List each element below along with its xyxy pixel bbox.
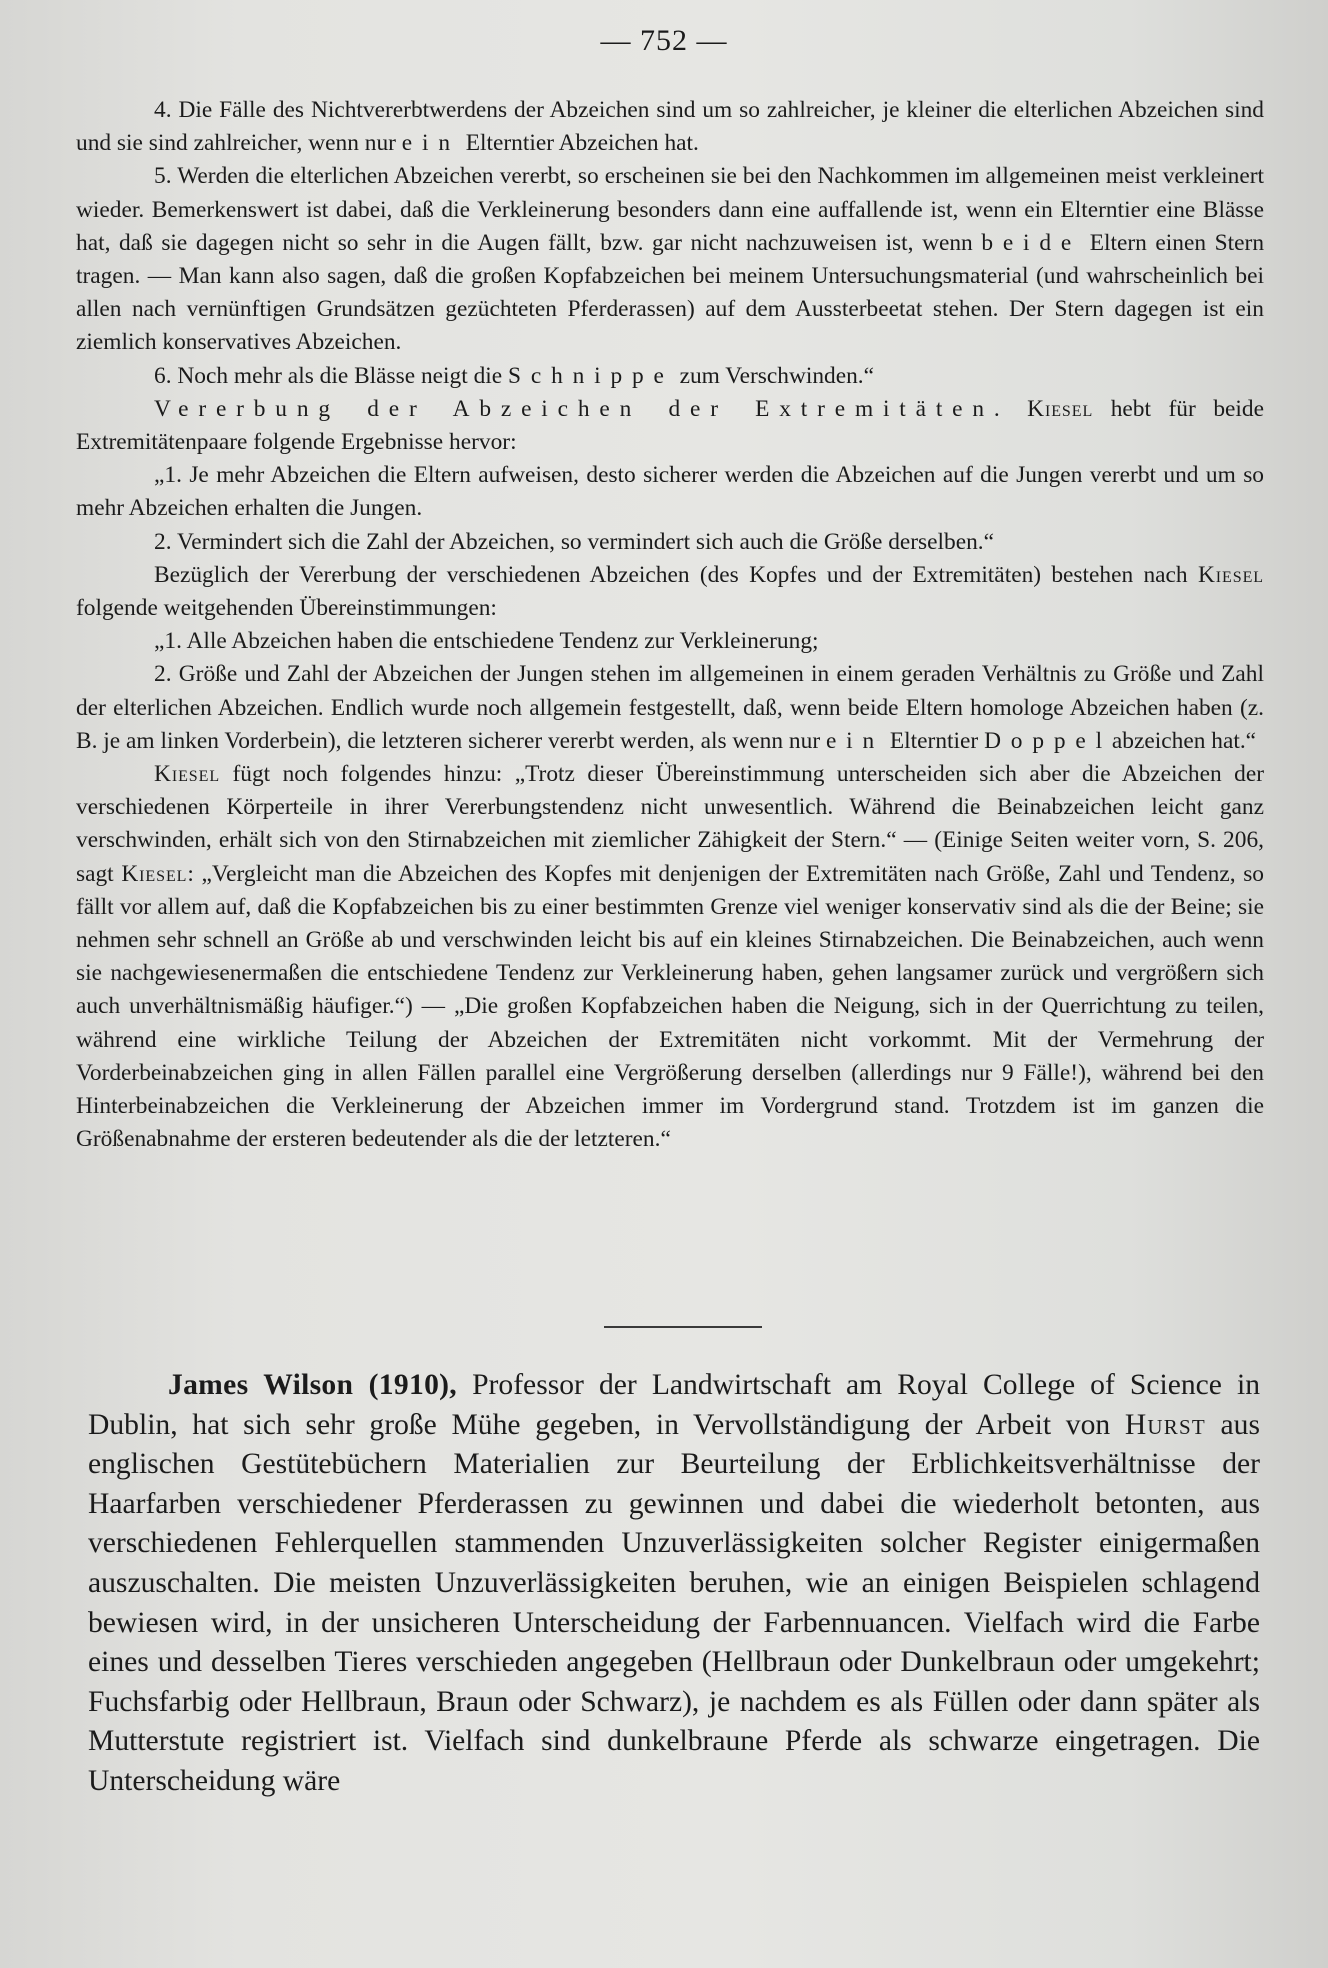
kiesel-quotation-section (76, 94, 1264, 1157)
author-name: Kiesel (1027, 395, 1094, 422)
item-5-end: Eltern einen Stern tragen. — Man kann also sagen, daß die großen Kopfabzeichen bei meinem Untersuchungsmaterial (und wahrscheinlich bei allen nach vernünftigen Grundsätzen gezüchteten Pferderassen) auf dem Aussterbeetat stehen. Der Stern dagegen ist ein ziemlich konservatives Abzeichen. (76, 229, 1265, 356)
agreement-paragraph (76, 559, 1264, 625)
item-6-end: zum Verschwinden.“ (679, 362, 875, 389)
addition-text: fügt noch folgendes hinzu: „Trotz dieser Übereinstimmung unterscheiden sich aber die Abzeichen der verschiedenen Körperteile in ihrer Vererbungstendenz nicht unwesentlich. Während die Beinabzeichen leicht ganz verschwinden, erhält sich von den Stirnabzeichen mit ziemlicher Zähigkeit der Stern.“ — (Einige Seiten weiter vorn, S. 206, sagt (76, 761, 1264, 887)
result-2: 2. Vermindert sich die Zahl der Abzeichen, so vermindert sich auch die Größe derselben.“ (154, 528, 995, 555)
addition-paragraph (76, 758, 1264, 1156)
item-4 (76, 94, 1264, 160)
wilson-text: Professor der Landwirtschaft am Royal College of Science in Dublin, hat sich sehr große Mühe gegeben, in Vervollständigung der Arbeit von (88, 1369, 1260, 1441)
item-5-text: 5. Werden die elterlichen Abzeichen vererbt, so erscheinen sie bei den Nachkommen im allgemeinen meist verkleinert wieder. Bemerkenswert ist dabei, daß die Verkleinerung besonders dann eine auffallende ist, wenn ein Elterntier eine Blässe hat, daß sie dagegen nicht so sehr in die Augen fällt, bzw. gar nicht nachzuweisen ist, wenn (76, 163, 1264, 256)
spaced-emphasis: ein (825, 727, 885, 754)
agreement-2 (76, 658, 1264, 758)
wilson-paragraph (88, 1366, 1260, 1802)
agreement-2-end: abzeichen hat.“ (1111, 727, 1257, 754)
addition-text-end: : „Vergleicht man die Abzeichen des Kopfes mit denjenigen der Extremitäten nach Größe, Zahl und Tendenz, so fällt vor allem auf, daß die Kopfabzeichen bis zu einer bestimmten Grenze viel weniger konservativ sind als die der Beine; sie nehmen sehr schnell an Größe ab und verschwinden leicht bis auf ein kleines Stirnabzeichen. Die Beinabzeichen, auch wenn sie nachgewiesenermaßen die entschiedene Tendenz zur Verkleinerung haben, gehen langsamer zurück und vergrößern sich auch unverhältnismäßig häufiger.“) — „Die großen Kopfabzeichen haben die Neigung, sich in der Querrichtung zu teilen, während eine wirkliche Teilung der Abzeichen der Extremitäten nicht vorkommt. Mit der Vermehrung der Vorderbeinabzeichen ging in allen Fällen parallel eine Vergrößerung derselben (allerdings nur 9 Fälle!), während bei den Hinterbeinabzeichen die Verkleinerung der Abzeichen immer im Vordergrund stand. Trotzdem ist im ganzen die Größenabnahme der ersteren bedeutender als die der letzteren.“ (76, 860, 1264, 1153)
extremities-intro: hebt für beide Extremitätenpaare folgende Ergebnisse hervor: (76, 395, 1264, 456)
item-6 (76, 360, 1264, 393)
author-name: Kiesel (121, 860, 188, 887)
spaced-emphasis: Doppel (984, 727, 1112, 754)
section-heading: Vererbung der Abzeichen der Extremitäten. (154, 395, 1010, 422)
spaced-emphasis: ein (401, 130, 460, 157)
item-4-text: 4. Die Fälle des Nichtvererbtwerdens der Abzeichen sind um so zahlreicher, je kleiner die elterlichen Abzeichen sind und sie sind zahlreicher, wenn nur (76, 97, 1264, 157)
spaced-emphasis: beide (981, 229, 1082, 256)
item-5 (76, 160, 1264, 359)
agreement-1: „1. Alle Abzeichen haben die entschiedene Tendenz zur Verkleinerung; (154, 628, 819, 655)
agreement-2-mid: Elterntier (889, 727, 979, 754)
spaced-emphasis: Schnippe (508, 362, 674, 389)
result-1: „1. Je mehr Abzeichen die Eltern aufweisen, desto sicherer werden die Abzeichen auf die Jungen vererbt und um so mehr Abzeichen erhalten die Jungen. (76, 462, 1264, 522)
agreement-2-text: 2. Größe und Zahl der Abzeichen der Jungen stehen im allgemeinen in einem geraden Verhältnis zu Größe und Zahl der elterlichen Abzeichen. Endlich wurde noch allgemein festgestellt, daß, wenn beide Eltern homologe Abzeichen haben (z. B. je am linken Vorderbein), die letzteren sicherer vererbt werden, als wenn nur (76, 661, 1264, 754)
item-6-text: 6. Noch mehr als die Blässe neigt die (154, 362, 503, 389)
extremities-paragraph (76, 393, 1264, 459)
author-name: Hurst (1124, 1408, 1206, 1441)
agreement-intro: Bezüglich der Vererbung der verschiedenen Abzeichen (des Kopfes und der Extremitäten) bestehen nach (154, 561, 1188, 588)
wilson-text-end: aus englischen Gestütebüchern Materialien zur Beurteilung der Erblichkeitsverhältnisse der Haarfarben verschiedener Pferderassen zu gewinnen und dabei die wiederholt betonten, aus verschiedenen Fehlerquellen stammenden Unzuverlässigkeiten solcher Register einigermaßen auszuschalten. Die meisten Unzuverlässigkeiten beruhen, wie an einigen Beispielen schlagend bewiesen wird, in der unsicheren Unterscheidung der Farbennuancen. Vielfach wird die Farbe eines und desselben Tieres verschieden angegeben (Hellbraun oder Dunkelbraun oder umgekehrt; Fuchsfarbig oder Hellbraun, Braun oder Schwarz), je nachdem es als Füllen oder dann später als Mutterstute registriert ist. Vielfach sind dunkelbraune Pferde als schwarze eingetragen. Die Unterscheidung wäre (88, 1408, 1260, 1797)
author-heading: James Wilson (1910), (168, 1369, 458, 1401)
author-name: Kiesel (1197, 561, 1264, 588)
agreement-intro-end: folgende weitgehenden Übereinstimmungen: (76, 595, 497, 622)
section-divider (604, 1326, 762, 1328)
page-number: — 752 — (600, 24, 728, 57)
item-4-end: Elterntier Abzeichen hat. (465, 130, 699, 157)
wilson-section (88, 1366, 1260, 1802)
author-name: Kiesel (154, 761, 221, 788)
